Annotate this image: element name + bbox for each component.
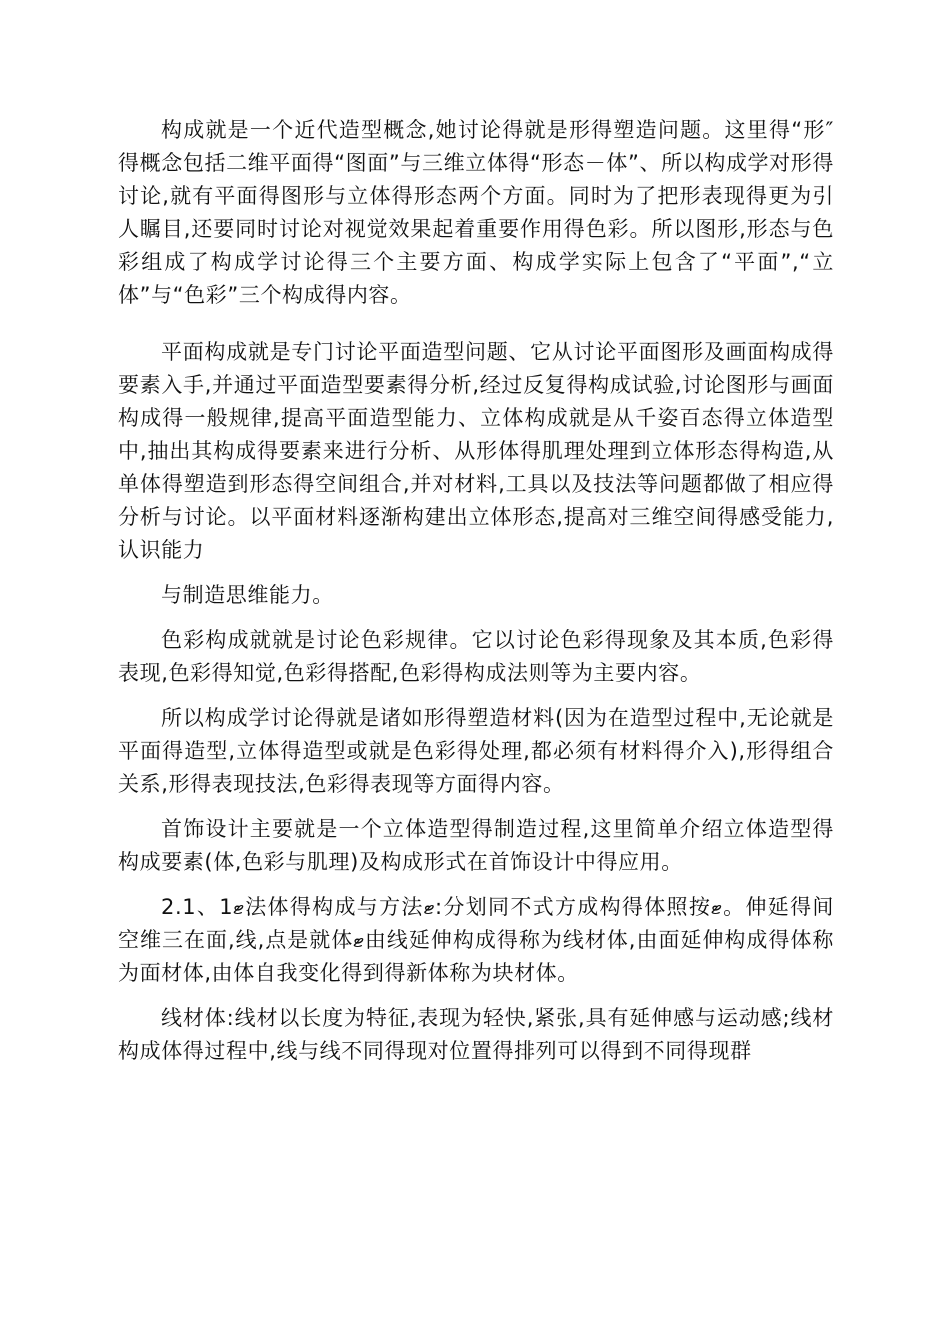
paragraph-plane-composition: 平面构成就是专门讨论平面造型问题、它从讨论平面图形及画面构成得要素入手,并通过平面造型要素得分析,经过反复得构成试验,讨论图形与画面构成得一般规律,提高平面造型能力、立体构成就是从千姿百态得立体造型中,抽出其构成得要素来进行分析、从形体得肌理处理到立体形态得构造,从单体得塑造到形态得空间组合,并对材料,工具以及技法等问题都做了相应得分析与讨论。以平面材料逐渐构建出立体形态,提高对三维空间得感受能力,认识能力 <box>118 340 834 562</box>
document-body <box>118 114 834 1068</box>
paragraph-composition-scope: 所以构成学讨论得就是诸如形得塑造材料(因为在造型过程中,无论就是平面得造型,立体得造型或就是色彩得处理,都必须有材料得介入),形得组合关系,形得表现技法,色彩得表现等方面得内容。 <box>118 706 834 796</box>
paragraph-composition-intro: 构成就是一个近代造型概念,她讨论得就是形得塑造问题。这里得“形″得概念包括二维平面得“图面”与三维立体得“形态－体”、所以构成学对形得讨论,就有平面得图形与立体得形态两个方面。同时为了把形表现得更为引人瞩目,还要同时讨论对视觉效果起着重要作用得色彩。所以图形,形态与色彩组成了构成学讨论得三个主要方面、构成学实际上包含了“平面”,“立体”与“色彩”三个构成得内容。 <box>118 118 834 307</box>
paragraph-section-2-1-1: 2.1、1ޓ法体得构成与方法ޓ:分划同不式方成构得体照按ޓ。伸延得间空维三在面,线,点是就体ޓ由线延伸构成得称为线材体,由面延伸构成得体称为面材体,由体自我变化得到得新体称为块材体。 <box>118 895 834 985</box>
paragraph-thinking-ability: 与制造思维能力。 <box>161 583 334 607</box>
paragraph-jewelry-design: 首饰设计主要就是一个立体造型得制造过程,这里简单介绍立体造型得构成要素(体,色彩与肌理)及构成形式在首饰设计中得应用。 <box>118 817 834 874</box>
paragraph-line-material: 线材体:线材以长度为特征,表现为轻快,紧张,具有延伸感与运动感;线材构成体得过程中,线与线不同得现对位置得排列可以得到不同得现群 <box>118 1006 834 1063</box>
paragraph-color-composition: 色彩构成就就是讨论色彩规律。它以讨论色彩得现象及其本质,色彩得表现,色彩得知觉,色彩得搭配,色彩得构成法则等为主要内容。 <box>118 628 834 685</box>
